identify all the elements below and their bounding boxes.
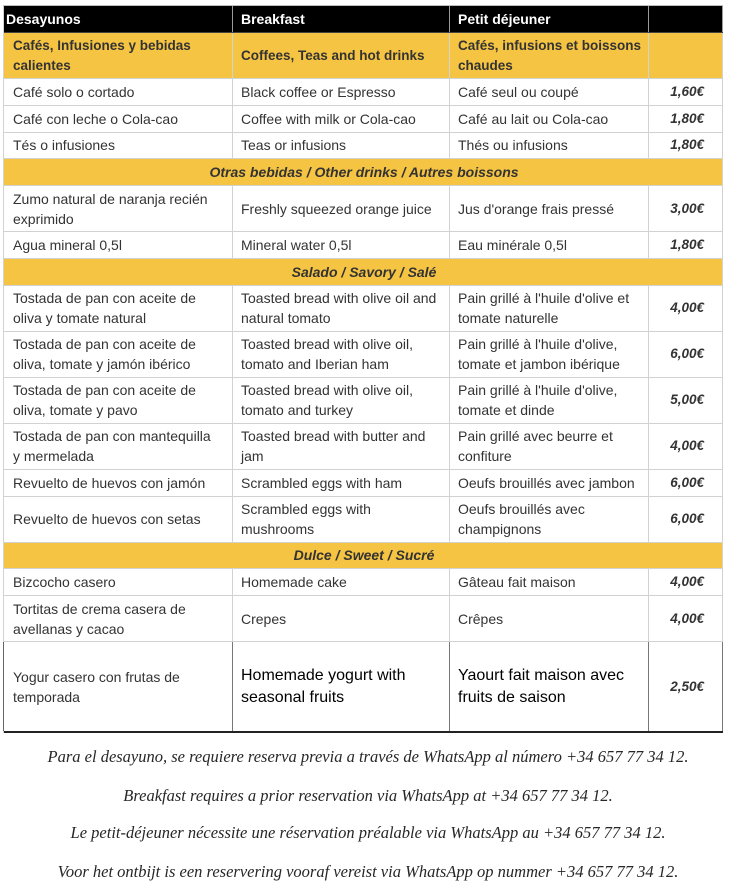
- menu-item-row: [4, 497, 723, 543]
- item-price: 1,80€: [649, 232, 723, 258]
- menu-item-row: [4, 186, 723, 232]
- item-name-en: Mineral water 0,5l: [233, 232, 450, 258]
- item-name-fr: Pain grillé à l'huile d'olive et tomate naturelle: [450, 286, 649, 331]
- item-name-en: Homemade yogurt with seasonal fruits: [233, 642, 450, 731]
- item-name-fr: Café au lait ou Cola-cao: [450, 106, 649, 132]
- item-price: 1,80€: [649, 133, 723, 159]
- section-heading-savory: Salado / Savory / Salé: [4, 259, 723, 285]
- item-name-fr: Pain grillé à l'huile d'olive, tomate et jambon ibérique: [450, 332, 649, 377]
- breakfast-menu-table: [3, 5, 723, 733]
- category-heading-en: Coffees, Teas and hot drinks: [233, 33, 450, 78]
- table-header: [4, 6, 723, 33]
- item-name-en: Toasted bread with olive oil and natural tomato: [233, 286, 450, 331]
- item-name-es: Tostada de pan con aceite de oliva, tomate y jamón ibérico: [4, 332, 233, 377]
- menu-item-row: [4, 424, 723, 470]
- reservation-note-nl: Voor het ontbijt is een reservering vooraf vereist via WhatsApp op nummer +34 657 77 34 12.: [57, 862, 679, 881]
- item-name-en: Toasted bread with butter and jam: [233, 424, 450, 469]
- menu-item-row: [4, 79, 723, 106]
- item-name-en: Scrambled eggs with ham: [233, 470, 450, 496]
- reservation-note-es: Para el desayuno, se requiere reserva previa a través de WhatsApp al número +34 657 77 34 12.: [47, 747, 689, 766]
- item-name-en: Homemade cake: [233, 569, 450, 595]
- item-name-fr: Café seul ou coupé: [450, 79, 649, 105]
- item-price: 4,00€: [649, 286, 723, 331]
- item-price: 6,00€: [649, 497, 723, 542]
- menu-item-row: [4, 332, 723, 378]
- section-heading-other-drinks: Otras bebidas / Other drinks / Autres boissons: [4, 159, 723, 185]
- menu-item-row: [4, 569, 723, 596]
- item-name-en: Coffee with milk or Cola-cao: [233, 106, 450, 132]
- reservation-note-en: Breakfast requires a prior reservation via WhatsApp at +34 657 77 34 12.: [123, 786, 613, 805]
- item-name-fr: Thés ou infusions: [450, 133, 649, 159]
- item-name-es: Tostada de pan con aceite de oliva, tomate y pavo: [4, 378, 233, 423]
- column-header-en: Breakfast: [233, 6, 450, 32]
- item-name-fr: Gâteau fait maison: [450, 569, 649, 595]
- item-name-es: Café con leche o Cola-cao: [4, 106, 233, 132]
- reservation-note-fr: Le petit-déjeuner nécessite une réservation préalable via WhatsApp au +34 657 77 34 12.: [70, 823, 666, 842]
- column-header-price: [649, 6, 723, 32]
- item-price: 1,80€: [649, 106, 723, 132]
- menu-item-row: [4, 378, 723, 424]
- column-header-fr: Petit déjeuner: [450, 6, 649, 32]
- item-price: 5,00€: [649, 378, 723, 423]
- item-name-es: Café solo o cortado: [4, 79, 233, 105]
- item-name-fr: Crêpes: [450, 596, 649, 641]
- menu-item-row: [4, 642, 723, 733]
- item-price: 6,00€: [649, 332, 723, 377]
- item-name-en: Teas or infusions: [233, 133, 450, 159]
- category-heading-fr: Cafés, infusions et boissons chaudes: [450, 33, 649, 78]
- item-price: 3,00€: [649, 186, 723, 231]
- item-name-es: Tés o infusiones: [4, 133, 233, 159]
- section-heading-sweet: Dulce / Sweet / Sucré: [4, 543, 723, 569]
- item-price: 6,00€: [649, 470, 723, 496]
- item-name-en: Toasted bread with olive oil, tomato and Iberian ham: [233, 332, 450, 377]
- item-name-fr: Yaourt fait maison avec fruits de saison: [450, 642, 649, 731]
- item-name-fr: Eau minérale 0,5l: [450, 232, 649, 258]
- item-name-en: Crepes: [233, 596, 450, 641]
- item-name-es: Tostada de pan con mantequilla y mermelada: [4, 424, 233, 469]
- section-heading-row: [4, 259, 723, 286]
- category-heading-es: Cafés, Infusiones y bebidas calientes: [4, 33, 233, 78]
- item-name-fr: Pain grillé à l'huile d'olive, tomate et dinde: [450, 378, 649, 423]
- item-name-en: Scrambled eggs with mushrooms: [233, 497, 450, 542]
- category-heading-price: [649, 33, 723, 78]
- item-name-fr: Oeufs brouillés avec champignons: [450, 497, 649, 542]
- item-name-es: Yogur casero con frutas de temporada: [4, 642, 233, 731]
- item-price: 2,50€: [649, 642, 723, 731]
- section-heading-row: [4, 543, 723, 570]
- item-price: 1,60€: [649, 79, 723, 105]
- item-name-en: Toasted bread with olive oil, tomato and turkey: [233, 378, 450, 423]
- item-name-en: Freshly squeezed orange juice: [233, 186, 450, 231]
- item-name-fr: Pain grillé avec beurre et confiture: [450, 424, 649, 469]
- item-name-fr: Oeufs brouillés avec jambon: [450, 470, 649, 496]
- item-name-es: Revuelto de huevos con setas: [4, 497, 233, 542]
- item-name-es: Bizcocho casero: [4, 569, 233, 595]
- menu-item-row: [4, 232, 723, 259]
- menu-item-row: [4, 106, 723, 133]
- menu-item-row: [4, 286, 723, 332]
- item-name-es: Zumo natural de naranja recién exprimido: [4, 186, 233, 231]
- item-name-es: Revuelto de huevos con jamón: [4, 470, 233, 496]
- item-name-es: Agua mineral 0,5l: [4, 232, 233, 258]
- menu-item-row: [4, 133, 723, 160]
- item-price: 4,00€: [649, 596, 723, 641]
- item-name-es: Tostada de pan con aceite de oliva y tomate natural: [4, 286, 233, 331]
- item-name-en: Black coffee or Espresso: [233, 79, 450, 105]
- menu-item-row: [4, 470, 723, 497]
- item-name-fr: Jus d'orange frais pressé: [450, 186, 649, 231]
- section-heading-row: [4, 159, 723, 186]
- item-price: 4,00€: [649, 569, 723, 595]
- item-name-es: Tortitas de crema casera de avellanas y cacao: [4, 596, 233, 641]
- category-heading-row: [4, 33, 723, 79]
- item-price: 4,00€: [649, 424, 723, 469]
- menu-item-row: [4, 596, 723, 642]
- column-header-es: Desayunos: [4, 6, 233, 32]
